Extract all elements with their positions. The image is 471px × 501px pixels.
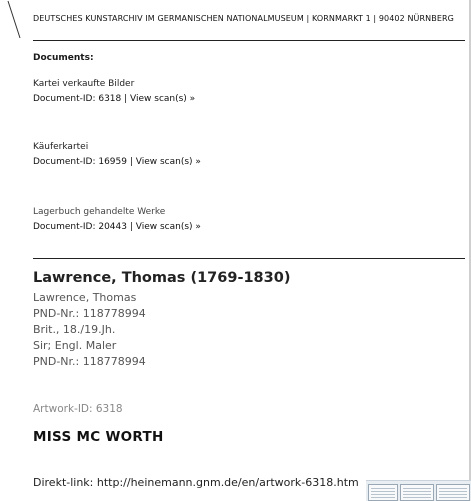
- document-entry: [33, 77, 195, 107]
- window-thumbnail[interactable]: [400, 484, 434, 501]
- header-divider: [33, 40, 465, 41]
- document-entry: [33, 140, 201, 170]
- document-id: Document-ID: 20443 |: [33, 222, 133, 232]
- artist-info: [33, 290, 146, 370]
- view-scans-link[interactable]: View scan(s) »: [130, 94, 196, 104]
- artist-title-role: Sir; Engl. Maler: [33, 339, 117, 352]
- document-meta: [33, 220, 201, 235]
- artist-origin: Brit., 18./19.Jh.: [33, 323, 116, 336]
- direct-link: [33, 476, 359, 489]
- page-corner-mark: [6, 0, 24, 40]
- artist-heading: Lawrence, Thomas (1769-1830): [33, 270, 291, 286]
- artwork-title: MISS MC WORTH: [33, 429, 164, 445]
- artist-pnd: PND-Nr.: 118778994: [33, 307, 146, 320]
- window-thumbnail[interactable]: [436, 484, 470, 501]
- section-divider: [33, 258, 465, 259]
- document-entry: [33, 205, 201, 235]
- window-thumbnails[interactable]: [366, 480, 471, 501]
- document-id: Document-ID: 6318 |: [33, 94, 128, 104]
- view-scans-link[interactable]: View scan(s) »: [135, 157, 201, 167]
- direct-link-label: Direkt-link:: [33, 476, 94, 489]
- documents-heading: Documents:: [33, 53, 94, 63]
- document-id: Document-ID: 16959 |: [33, 157, 133, 167]
- view-scans-link[interactable]: View scan(s) »: [135, 222, 201, 232]
- direct-link-url[interactable]: http://heinemann.gnm.de/en/artwork-6318.htm: [96, 476, 359, 489]
- window-thumbnail[interactable]: [368, 484, 398, 501]
- artist-pnd-repeat: PND-Nr.: 118778994: [33, 355, 146, 368]
- document-meta: [33, 155, 201, 170]
- document-title: Kartei verkaufte Bilder: [33, 79, 135, 89]
- artist-name: Lawrence, Thomas: [33, 291, 137, 304]
- document-title: Lagerbuch gehandelte Werke: [33, 207, 166, 217]
- archive-header: DEUTSCHES KUNSTARCHIV IM GERMANISCHEN NATIONALMUSEUM | KORNMARKT 1 | 90402 NÜRNBERG: [33, 14, 454, 23]
- document-meta: [33, 92, 195, 107]
- artwork-id: Artwork-ID: 6318: [33, 403, 123, 415]
- document-title: Käuferkartei: [33, 142, 89, 152]
